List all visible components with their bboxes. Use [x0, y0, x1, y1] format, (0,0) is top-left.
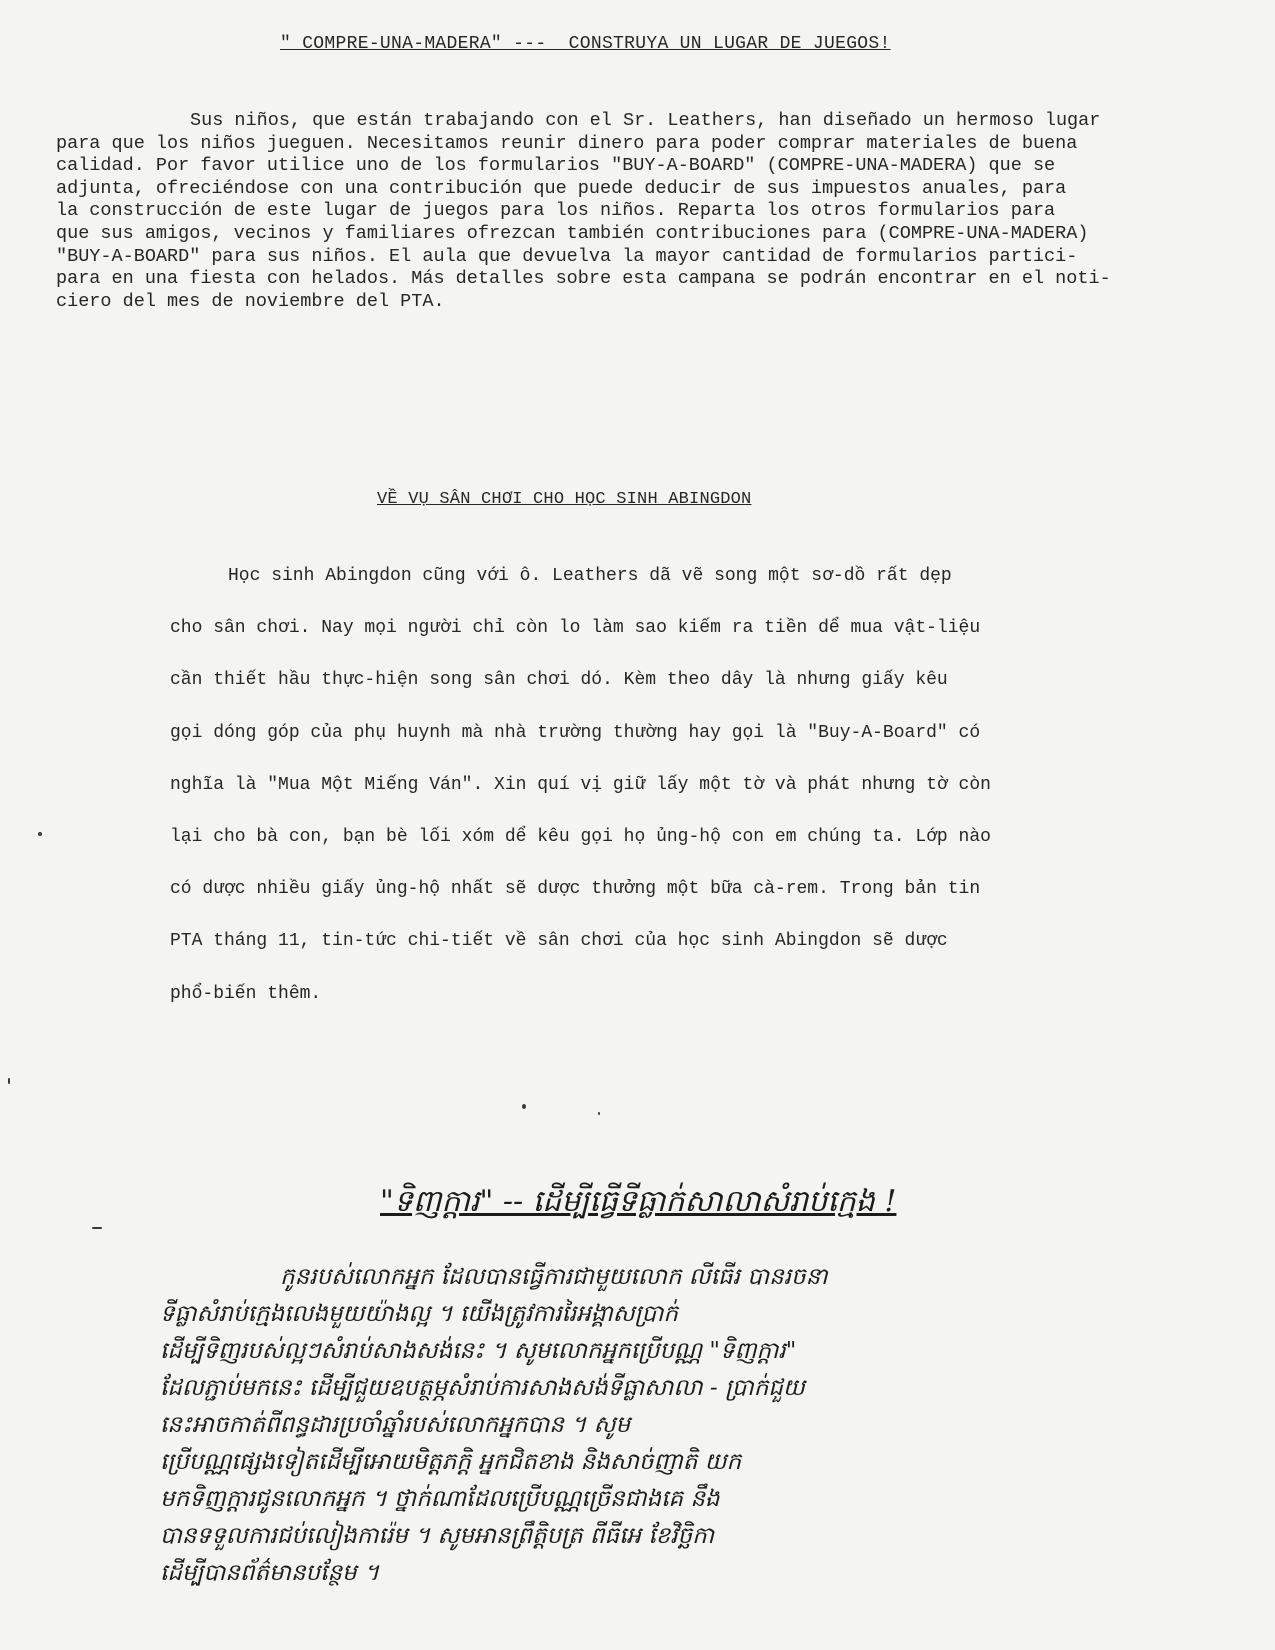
spanish-line: calidad. Por favor utilice uno de los formularios "BUY-A-BOARD" (COMPRE-UNA-MADERA) que se	[56, 155, 1056, 177]
spanish-line: "BUY-A-BOARD" para sus niños. El aula que devuelva la mayor cantidad de formularios partici-	[56, 245, 1078, 267]
vietnamese-line: nghĩa là "Mua Một Miếng Ván". Xin quí vị giữ lấy một tờ và phát nhưng tờ còn	[170, 774, 991, 795]
scan-speck	[8, 1078, 10, 1084]
khmer-line: ដើម្បីទិញរបស់ល្អៗសំរាប់សាងសង់នេះ ។ សូមលោកអ្នកប្រើបណ្ណ "ទិញក្តារ"	[160, 1338, 797, 1364]
khmer-line: កូនរបស់លោកអ្នក ដែលបានធ្វើការជាមួយលោក លីធើរ បានរចនា	[280, 1264, 828, 1290]
khmer-line: ដែលភ្ជាប់មកនេះ ដើម្បីជួយឧបត្ថម្ភសំរាប់ការសាងសង់ទីធ្លាសាលា - ប្រាក់ជួយ	[160, 1375, 805, 1401]
vietnamese-line: gọi dóng góp của phụ huynh mà nhà trường thường hay gọi là "Buy-A-Board" có	[170, 722, 981, 743]
spanish-line: que sus amigos, vecinos y familiares ofrezcan también contribuciones para (COMPRE-UNA-MADERA)	[56, 222, 1089, 244]
spanish-line: ciero del mes de noviembre del PTA.	[56, 290, 445, 312]
spanish-line: adjunta, ofreciéndose con una contribución que puede deducir de sus impuestos anuales, para	[56, 177, 1067, 199]
vietnamese-line: cần thiết hầu thực-hiện song sân chơi dó. Kèm theo dây là nhưng giấy kêu	[170, 670, 948, 691]
vietnamese-line: cho sân chơi. Nay mọi người chỉ còn lo làm sao kiếm ra tiền dể mua vật-liệu	[170, 618, 981, 639]
vietnamese-heading: VỀ VỤ SÂN CHƠI CHO HỌC SINH ABINGDON	[377, 490, 752, 509]
khmer-line: ប្រើបណ្ណផ្សេងទៀតដើម្បីអោយមិត្តភក្តិ អ្នកជិតខាង និងសាច់ញាតិ យក	[160, 1449, 742, 1475]
khmer-paragraph	[160, 1260, 1220, 1593]
scan-speck	[522, 1104, 526, 1109]
khmer-line: មកទិញក្តារជូនលោកអ្នក ។ ថ្នាក់ណាដែលប្រើបណ្ណច្រើនជាងគេ នឹង	[160, 1486, 720, 1512]
khmer-line: នេះអាចកាត់ពីពន្ធដារប្រចាំឆ្នាំរបស់លោកអ្នកបាន ។ សូម	[160, 1412, 631, 1438]
scan-speck	[598, 1112, 600, 1115]
spanish-line: para que los niños jueguen. Necesitamos reunir dinero para poder comprar materiales de buena	[56, 132, 1078, 154]
vietnamese-line: lại cho bà con, bạn bè lối xóm dể kêu gọi họ ủng-hộ con em chúng ta. Lớp nào	[170, 826, 991, 847]
khmer-line: ដើម្បីបានព័ត៌មានបន្ថែម ។	[160, 1560, 380, 1586]
khmer-line: ទីធ្លាសំរាប់ក្មេងលេងមួយយ៉ាងល្អ ។ យើងត្រូវការរៃអង្គាសប្រាក់	[160, 1301, 678, 1327]
khmer-heading: "ទិញក្តារ" -- ដើម្បីធ្វើទីធ្លាក់សាលាសំរាប់ក្មេង !	[380, 1184, 897, 1219]
vietnamese-line: PTA tháng 11, tin-tức chi-tiết về sân chơi của học sinh Abingdon sẽ dược	[170, 931, 948, 952]
vietnamese-line: có dược nhiều giấy ủng-hộ nhất sẽ dược thưởng một bữa cà-rem. Trong bản tin	[170, 879, 981, 900]
vietnamese-line: Học sinh Abingdon cũng với ô. Leathers dã vẽ song một sơ-dồ rất dẹp	[228, 566, 952, 586]
spanish-heading: " COMPRE-UNA-MADERA" --- CONSTRUYA UN LUGAR DE JUEGOS!	[280, 34, 891, 54]
spanish-line: para en una fiesta con helados. Más detalles sobre esta campana se podrán encontrar en el noti-	[56, 268, 1111, 290]
vietnamese-line: phổ-biến thêm.	[170, 983, 322, 1004]
scan-speck	[92, 1227, 102, 1229]
khmer-line: បានទទួលការជប់លៀងការ៉េម ។ សូមអានព្រឹត្តិបត្រ ពីធីអេ ខែវិច្ឆិកា	[160, 1523, 715, 1549]
scan-speck	[38, 832, 42, 836]
vietnamese-paragraph	[170, 562, 1170, 1032]
spanish-line: Sus niños, que están trabajando con el Sr. Leathers, han diseñado un hermoso lugar	[190, 110, 1101, 131]
spanish-paragraph	[56, 110, 1256, 313]
spanish-line: la construcción de este lugar de juegos para los niños. Reparta los otros formularios para	[56, 200, 1056, 222]
